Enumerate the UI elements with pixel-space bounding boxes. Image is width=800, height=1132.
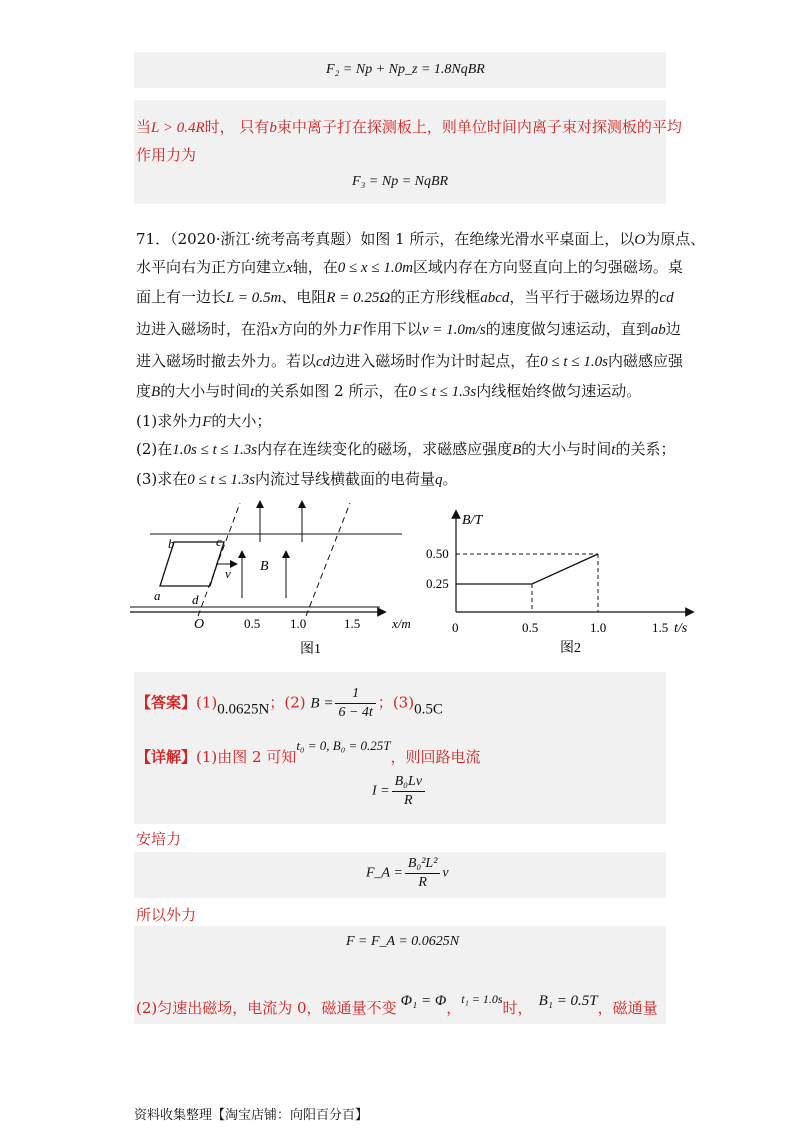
math-t: t bbox=[611, 442, 616, 458]
problem-line-2 bbox=[136, 256, 683, 277]
equation-force-text: F = F_A = 0.0625N bbox=[346, 934, 460, 949]
answer-separator: ； bbox=[269, 693, 285, 712]
equation-ampere-lhs: F_A = bbox=[366, 865, 403, 881]
math-abcd: abcd bbox=[480, 290, 510, 306]
problem-text: 面上有一边长 bbox=[136, 288, 227, 306]
answer-part-2: (2) bbox=[284, 693, 306, 712]
question-2 bbox=[136, 438, 675, 459]
fig1-caption: 图1 bbox=[300, 642, 321, 657]
condition-text2: 束中离子打在探测板上，则单位时间内离子束对探测板的平均 bbox=[276, 118, 682, 136]
fig2-y-label: B/T bbox=[462, 513, 483, 528]
question-text: 的大小与时间 bbox=[521, 440, 612, 458]
equation-current bbox=[372, 774, 427, 809]
problem-text: 度 bbox=[136, 382, 152, 400]
detail-step-2-tail: ，磁通量 bbox=[597, 999, 658, 1017]
problem-text: 进入磁场时撤去外力。若以 bbox=[136, 352, 317, 370]
math-L: L = 0.5m bbox=[226, 290, 282, 306]
question-text: 。 bbox=[442, 470, 458, 488]
question-text: 内存在连续变化的磁场，求磁感应强度 bbox=[257, 440, 513, 458]
fig2-x-label: t/s bbox=[674, 621, 688, 636]
answer-value-1: 0.0625N bbox=[217, 701, 270, 718]
fig1-label-O: O bbox=[194, 617, 205, 632]
figure-1 bbox=[130, 498, 430, 660]
problem-text: 方向的外力 bbox=[277, 320, 353, 338]
problem-text: 的速度做匀速运动，直到 bbox=[485, 320, 651, 338]
fig1-label-d: d bbox=[192, 592, 199, 607]
math-q: q bbox=[435, 472, 443, 488]
fig1-label-b: b bbox=[168, 536, 175, 551]
problem-text: 的大小与时间 bbox=[160, 382, 251, 400]
condition-text1: 时， 只有 bbox=[204, 118, 270, 136]
fig1-axis-label: x/m bbox=[392, 616, 411, 631]
problem-text: 轴，在 bbox=[292, 258, 338, 276]
answer-value-3: 0.5C bbox=[414, 701, 443, 718]
answer-separator: ； bbox=[377, 693, 393, 712]
detail-t1: t₁ = 1.0s bbox=[461, 992, 503, 1006]
math-F: F bbox=[352, 322, 362, 338]
problem-text: 边 bbox=[665, 320, 681, 338]
question-1 bbox=[136, 410, 271, 431]
math-cd: cd bbox=[316, 354, 331, 370]
fig1-label-c: c bbox=[216, 534, 222, 549]
question-text: (3)求在 bbox=[136, 470, 188, 488]
fig1-label-a: a bbox=[154, 588, 161, 603]
problem-line-1 bbox=[136, 228, 705, 249]
figure-2 bbox=[418, 500, 708, 660]
problem-text: 作用下以 bbox=[361, 320, 422, 338]
math-B: B bbox=[512, 442, 522, 458]
problem-text: 、电阻 bbox=[281, 288, 327, 306]
ampere-force-label: 安培力 bbox=[136, 830, 182, 848]
problem-text: 的关系如图 2 所示，在 bbox=[254, 382, 409, 400]
detail-comma: ， bbox=[446, 999, 462, 1017]
answer-line bbox=[136, 686, 443, 721]
equation-f2-text: F₂ = Np + Np_z = 1.8NqBR bbox=[326, 62, 485, 77]
equation-force bbox=[346, 934, 459, 950]
problem-text: 区域内存在方向竖直向上的匀强磁场。桌 bbox=[412, 258, 683, 276]
fig1-label-v: v bbox=[225, 566, 231, 581]
external-force-label: 所以外力 bbox=[136, 906, 197, 924]
math-t-range: 0 ≤ t ≤ 1.0s bbox=[540, 354, 608, 370]
question-text: 内流过导线横截面的电荷量 bbox=[254, 470, 435, 488]
problem-line-5 bbox=[136, 350, 683, 371]
math-t-range: 0 ≤ t ≤ 1.3s bbox=[187, 472, 255, 488]
equation-ampere-tail: v bbox=[442, 865, 449, 881]
problem-text: 水平向右为正方向建立 bbox=[136, 258, 287, 276]
fig2-ytick-050: 0.50 bbox=[426, 546, 449, 561]
answer-b-lhs: B = bbox=[310, 695, 334, 712]
answer-part-1: (1) bbox=[196, 693, 218, 712]
condition-line bbox=[136, 116, 682, 137]
problem-line-6 bbox=[136, 380, 641, 401]
problem-text: 内磁感应强 bbox=[607, 352, 683, 370]
detail-step-2: (2)匀速出磁场，电流为 0，磁通量不变 bbox=[136, 999, 397, 1017]
problem-text: 如图 1 所示，在绝缘光滑水平桌面上，以 bbox=[360, 230, 635, 248]
equation-current-lhs: I = bbox=[372, 783, 390, 799]
detail-tag: 【详解】 bbox=[136, 748, 197, 766]
fig1-right-boundary bbox=[306, 503, 350, 616]
problem-text: 边进入磁场时作为计时起点，在 bbox=[330, 352, 541, 370]
math-t: t bbox=[250, 384, 255, 400]
detail-b1: B₁ = 0.5T bbox=[538, 993, 598, 1009]
problem-text: 的正方形线框 bbox=[390, 288, 481, 306]
problem-text: 内线框始终做匀速运动。 bbox=[476, 382, 642, 400]
equation-ampere-numerator: B₀²L² bbox=[405, 856, 441, 874]
equation-current-numerator: B₀Lv bbox=[392, 774, 425, 792]
problem-line-4 bbox=[136, 318, 681, 339]
math-ab: ab bbox=[650, 322, 666, 338]
equation-f2 bbox=[326, 62, 485, 78]
condition-line2: 作用力为 bbox=[136, 146, 197, 164]
detail-step-1: (1)由图 2 可知 bbox=[196, 748, 297, 766]
math-x: x bbox=[271, 322, 278, 338]
math-t-range: 1.0s ≤ t ≤ 1.3s bbox=[172, 442, 258, 458]
condition-prefix: 当 bbox=[136, 118, 152, 136]
answer-b-fraction bbox=[335, 686, 375, 721]
fig2-xtick-15: 1.5 bbox=[652, 620, 669, 635]
condition-math: L > 0.4R bbox=[151, 120, 205, 136]
fig2-ytick-025: 0.25 bbox=[426, 576, 449, 591]
problem-source: （2020·浙江·统考高考真题） bbox=[170, 230, 361, 248]
question-text: (2)在 bbox=[136, 440, 173, 458]
equation-ampere-fraction bbox=[405, 856, 441, 891]
fig2-xtick-10: 1.0 bbox=[590, 620, 607, 635]
equation-ampere bbox=[366, 856, 449, 891]
question-text: 的大小； bbox=[211, 412, 272, 430]
detail-phi: Φ₁ = Φ bbox=[400, 993, 447, 1009]
math-R: R = 0.25Ω bbox=[326, 290, 391, 306]
problem-text: 边进入磁场时，在沿 bbox=[136, 320, 272, 338]
math-v: v = 1.0m/s bbox=[421, 322, 486, 338]
equation-ampere-denominator: R bbox=[418, 875, 427, 890]
fig2-b-curve bbox=[456, 554, 598, 584]
fig1-tick-label: 1.5 bbox=[344, 616, 361, 631]
problem-text: 为原点、 bbox=[645, 230, 706, 248]
math-x: x bbox=[286, 260, 293, 276]
answer-part-3: (3) bbox=[392, 693, 415, 712]
fig2-caption: 图2 bbox=[560, 641, 581, 656]
equation-current-denominator: R bbox=[404, 793, 413, 808]
question-text: (1)求外力 bbox=[136, 412, 203, 430]
math-x-range: 0 ≤ x ≤ 1.0m bbox=[337, 260, 413, 276]
detail-line-1 bbox=[136, 738, 480, 767]
question-text: 的关系； bbox=[615, 440, 676, 458]
fig1-label-B: B bbox=[260, 559, 269, 574]
problem-number: 71． bbox=[136, 230, 171, 248]
fig2-xtick-0: 0 bbox=[452, 620, 459, 635]
question-3 bbox=[136, 468, 458, 489]
detail-step-1-tail: ，则回路电流 bbox=[390, 748, 481, 766]
fig1-tick-label: 0.5 bbox=[244, 616, 261, 631]
detail-shi: 时， bbox=[502, 999, 533, 1017]
fig2-xtick-05: 0.5 bbox=[522, 620, 539, 635]
math-t-range: 0 ≤ t ≤ 1.3s bbox=[408, 384, 477, 400]
problem-line-3 bbox=[136, 286, 674, 307]
math-O: O bbox=[634, 232, 646, 248]
answer-b-denominator: 6 − 4t bbox=[338, 705, 373, 720]
math-B: B bbox=[151, 384, 161, 400]
condition-b: b bbox=[269, 120, 277, 136]
footer: 资料收集整理【淘宝店铺：向阳百分百】 bbox=[134, 1108, 369, 1123]
fig1-tick-label: 1.0 bbox=[290, 616, 307, 631]
answer-b-numerator: 1 bbox=[335, 686, 375, 704]
equation-f3-text: F₃ = Np = NqBR bbox=[352, 174, 449, 189]
detail-t0-b0: t₀ = 0, B₀ = 0.25T bbox=[296, 738, 391, 753]
answer-tag: 【答案】 bbox=[136, 693, 197, 712]
math-F: F bbox=[202, 414, 212, 430]
detail-line-2 bbox=[136, 992, 658, 1018]
equation-current-fraction bbox=[392, 774, 425, 809]
problem-text: ，当平行于磁场边界的 bbox=[509, 288, 660, 306]
math-cd: cd bbox=[659, 290, 674, 306]
equation-f3 bbox=[352, 174, 448, 190]
